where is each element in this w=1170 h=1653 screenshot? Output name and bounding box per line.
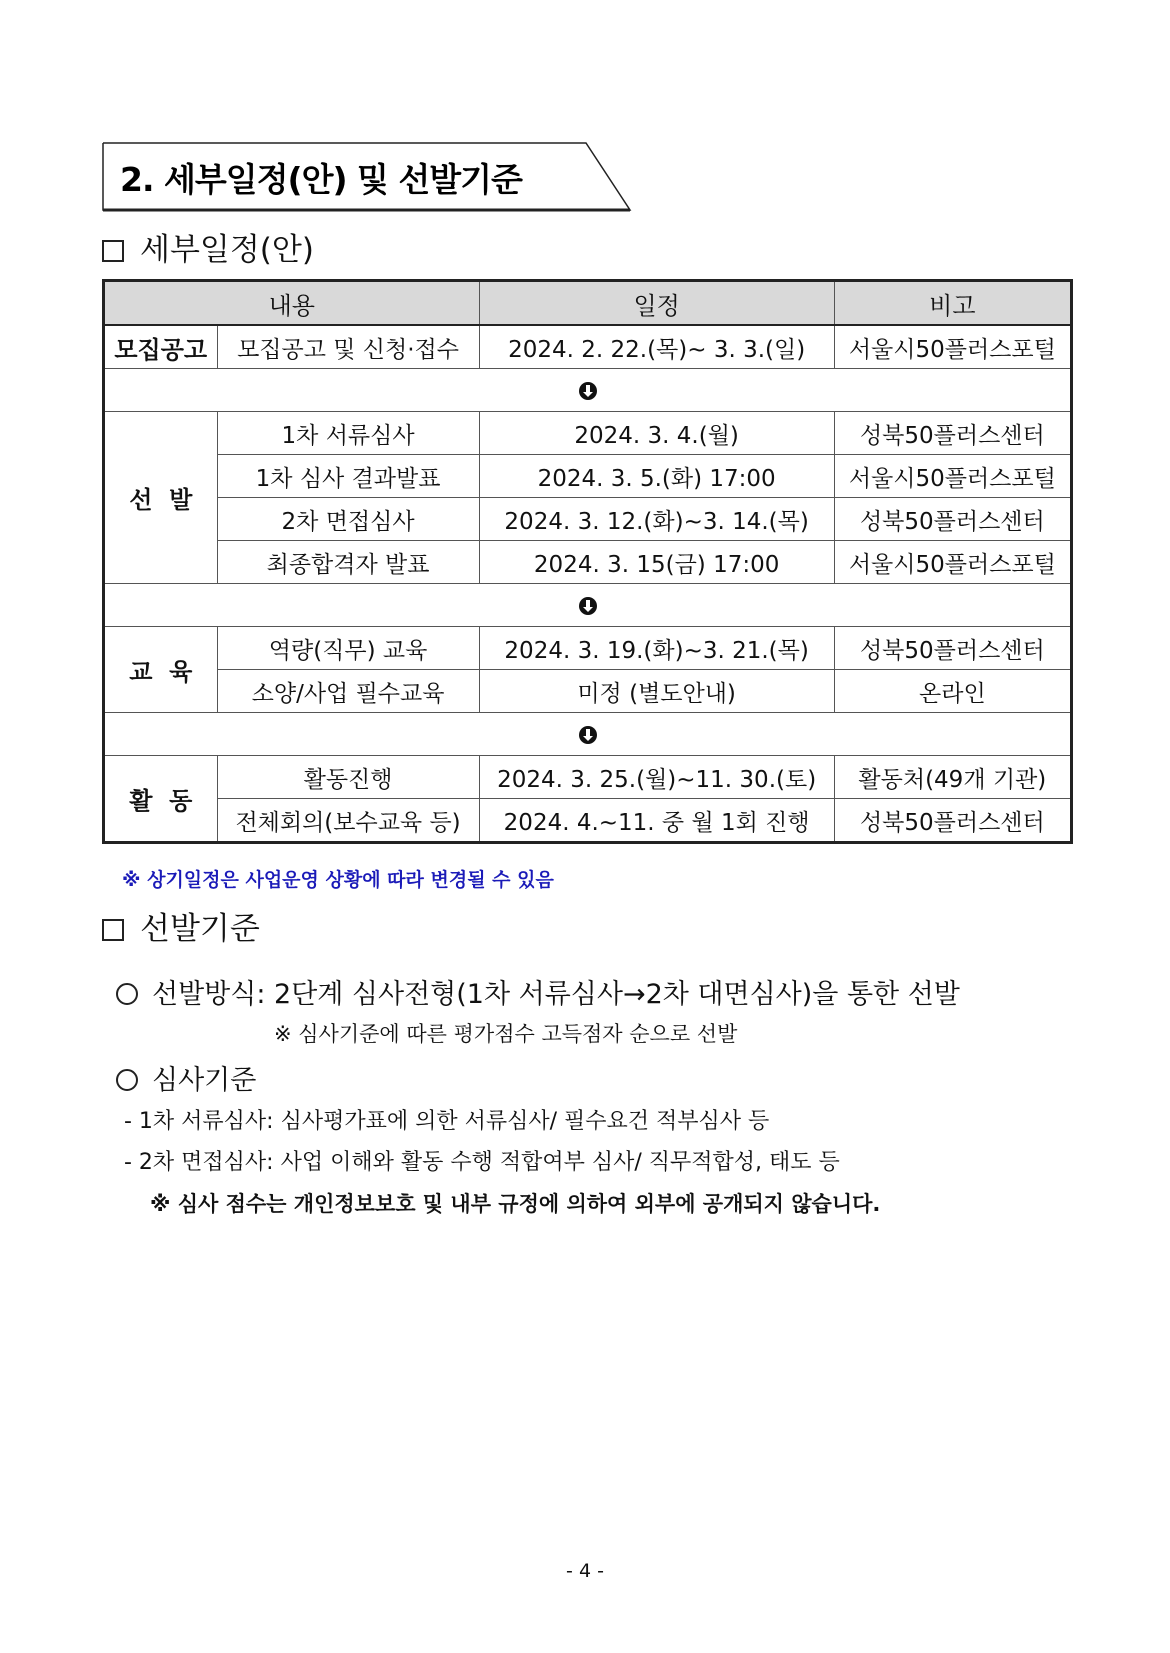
table-row (104, 756, 1072, 799)
row-note: 서울시50플러스포털 (834, 455, 1071, 498)
row-item: 활동진행 (217, 756, 479, 799)
row-date: 2024. 3. 5.(화) 17:00 (479, 455, 834, 498)
arrow-row (104, 584, 1072, 627)
selection-method-note: ※ 심사기준에 따른 평가점수 고득점자 순으로 선발 (274, 1022, 738, 1046)
row-item: 최종합격자 발표 (217, 541, 479, 584)
selection-method (116, 972, 960, 1011)
square-bullet-icon (102, 240, 124, 262)
row-date: 미정 (별도안내) (479, 670, 834, 713)
row-item: 2차 면접심사 (217, 498, 479, 541)
row-note: 활동처(49개 기관) (834, 756, 1071, 799)
criteria-heading (102, 903, 260, 948)
table-row (104, 498, 1072, 541)
page-number: - 4 - (566, 1560, 604, 1582)
section-banner (102, 142, 632, 212)
row-note: 성북50플러스센터 (834, 627, 1071, 670)
row-date: 2024. 3. 19.(화)~3. 21.(목) (479, 627, 834, 670)
category-recruit: 모집공고 (104, 325, 218, 369)
schedule-heading-text: 세부일정(안) (140, 232, 314, 268)
table-row (104, 412, 1072, 455)
down-arrow-icon (579, 597, 597, 615)
row-item: 1차 심사 결과발표 (217, 455, 479, 498)
row-note: 서울시50플러스포털 (834, 541, 1071, 584)
section-title: 2. 세부일정(안) 및 선발기준 (120, 160, 522, 199)
table-header-row (104, 281, 1072, 326)
schedule-heading (102, 224, 314, 269)
circle-bullet-icon (116, 983, 138, 1005)
table-row (104, 455, 1072, 498)
down-arrow-icon (579, 726, 597, 744)
table-row (104, 627, 1072, 670)
criteria-item-1: - 1차 서류심사: 심사평가표에 의한 서류심사/ 필수요건 적부심사 등 (124, 1109, 770, 1134)
schedule-table (102, 279, 1073, 844)
row-note: 서울시50플러스포털 (834, 325, 1071, 369)
down-arrow-icon (579, 382, 597, 400)
row-date: 2024. 4.~11. 중 월 1회 진행 (479, 799, 834, 843)
criteria-heading-text: 선발기준 (140, 911, 260, 947)
table-row (104, 799, 1072, 843)
row-note: 온라인 (834, 670, 1071, 713)
privacy-note: ※ 심사 점수는 개인정보보호 및 내부 규정에 의하여 외부에 공개되지 않습니다. (150, 1192, 881, 1216)
square-bullet-icon (102, 919, 124, 941)
row-note: 성북50플러스센터 (834, 498, 1071, 541)
row-date: 2024. 3. 12.(화)~3. 14.(목) (479, 498, 834, 541)
row-item: 1차 서류심사 (217, 412, 479, 455)
table-row (104, 325, 1072, 369)
category-education: 교 육 (104, 627, 218, 713)
row-date: 2024. 3. 4.(월) (479, 412, 834, 455)
category-activity: 활 동 (104, 756, 218, 843)
row-note: 성북50플러스센터 (834, 799, 1071, 843)
arrow-row (104, 369, 1072, 412)
row-date: 2024. 2. 22.(목)~ 3. 3.(일) (479, 325, 834, 369)
arrow-row (104, 713, 1072, 756)
row-item: 역량(직무) 교육 (217, 627, 479, 670)
header-note: 비고 (834, 281, 1071, 326)
row-date: 2024. 3. 15(금) 17:00 (479, 541, 834, 584)
criteria-item-2: - 2차 면접심사: 사업 이해와 활동 수행 적합여부 심사/ 직무적합성, 태도 등 (124, 1150, 840, 1175)
row-note: 성북50플러스센터 (834, 412, 1071, 455)
table-row (104, 670, 1072, 713)
row-item: 소양/사업 필수교육 (217, 670, 479, 713)
category-selection: 선 발 (104, 412, 218, 584)
header-content: 내용 (104, 281, 480, 326)
circle-bullet-icon (116, 1069, 138, 1091)
row-date: 2024. 3. 25.(월)~11. 30.(토) (479, 756, 834, 799)
table-row (104, 541, 1072, 584)
schedule-change-note: ※ 상기일정은 사업운영 상황에 따라 변경될 수 있음 (122, 869, 554, 891)
standard-heading-text: 심사기준 (152, 1065, 257, 1096)
row-item: 전체회의(보수교육 등) (217, 799, 479, 843)
selection-method-text: 선발방식: 2단계 심사전형(1차 서류심사→2차 대면심사)을 통한 선발 (152, 979, 960, 1010)
header-date: 일정 (479, 281, 834, 326)
standard-heading (116, 1058, 256, 1097)
row-item: 모집공고 및 신청·접수 (217, 325, 479, 369)
